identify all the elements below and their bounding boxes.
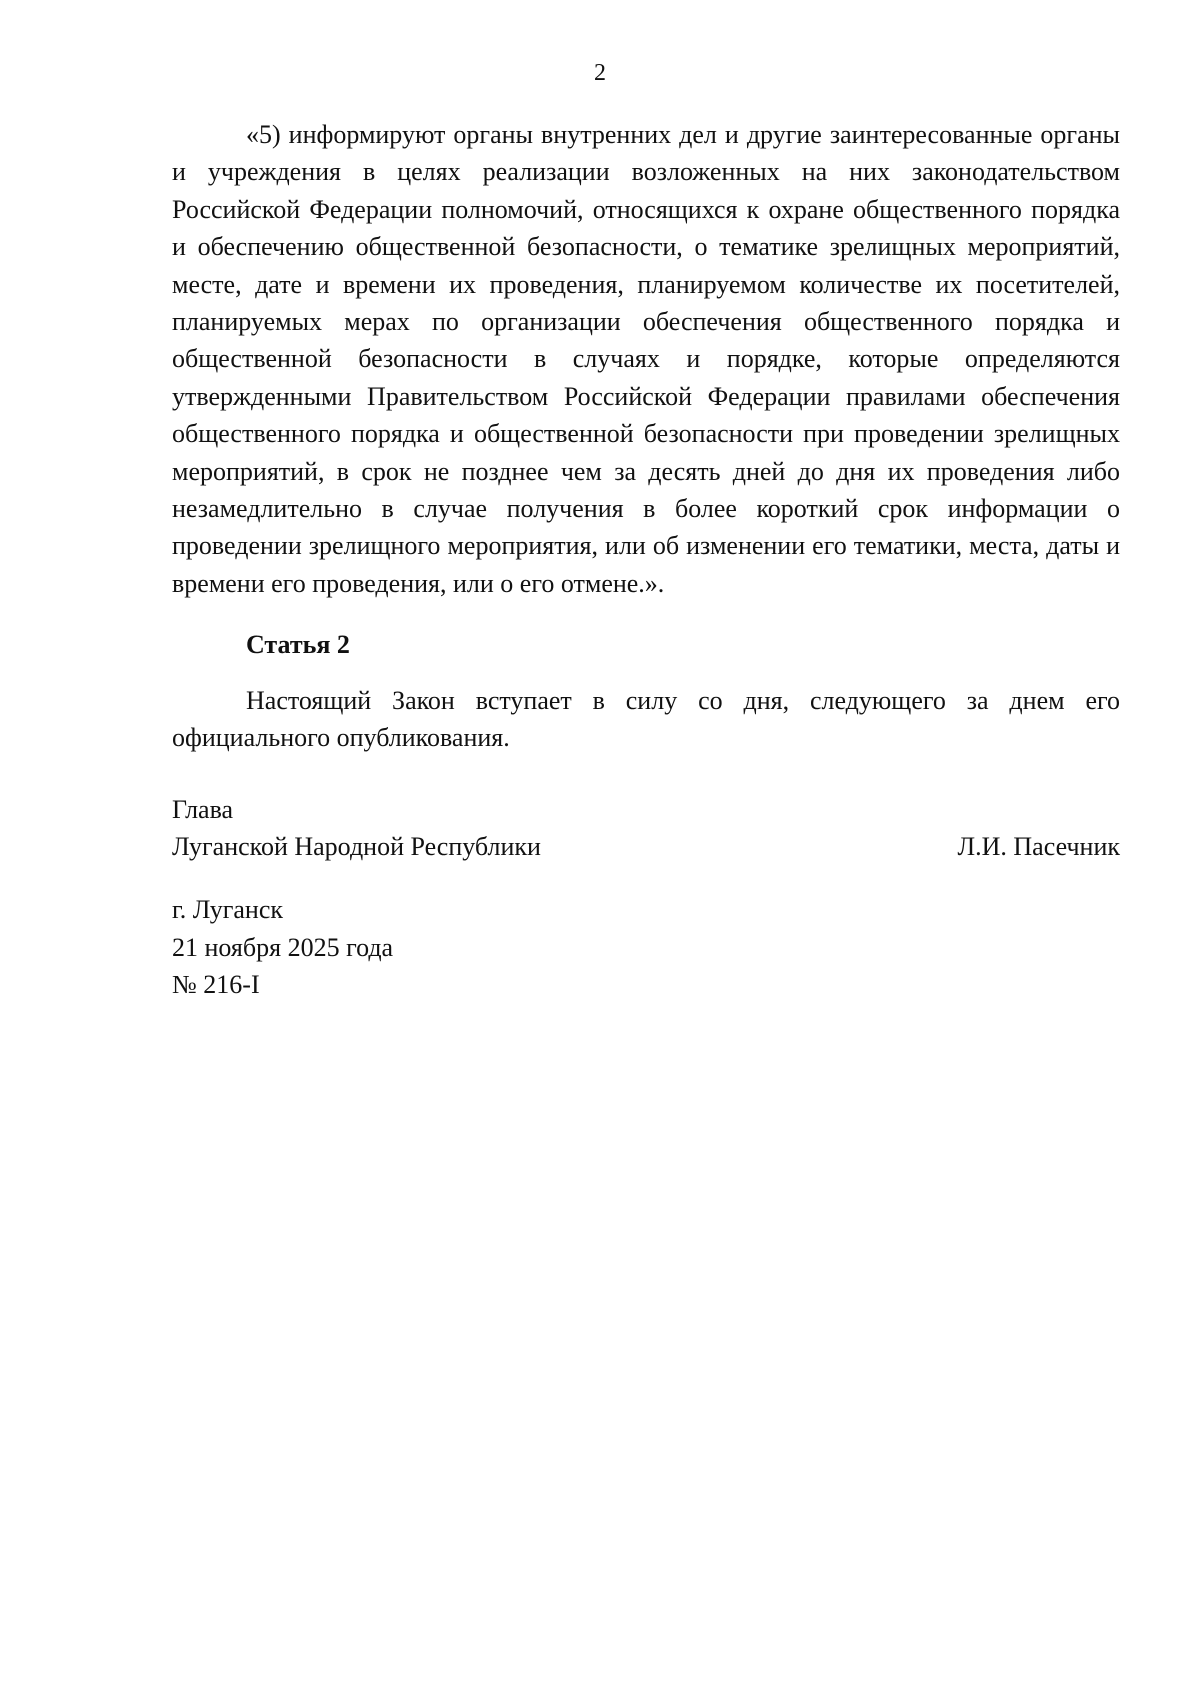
city: г. Луганск bbox=[172, 895, 284, 925]
signature-block bbox=[172, 791, 1120, 866]
page-number: 2 bbox=[594, 60, 606, 86]
signature-row bbox=[172, 828, 1120, 865]
place-date-block bbox=[172, 891, 1120, 1003]
document-body bbox=[172, 116, 1120, 1004]
signature-position-line1: Глава bbox=[172, 794, 234, 824]
signer-name: Л.И. Пасечник bbox=[957, 831, 1120, 861]
article-2-title: Статья 2 bbox=[246, 630, 350, 660]
law-date: 21 ноября 2025 года bbox=[172, 932, 394, 962]
law-number: № 216-I bbox=[172, 970, 260, 1000]
paragraph-5: «5) информируют органы внутренних дел и другие заинтересованные органы и учреждения в целях реализации возложенных на них законодательством Российской Федерации полномочий, относящихся к охране общественного порядка и обеспечению общественной безопасности, о тематике зрелищных мероприятий, месте, дате и времени их проведения, планируемом количестве их посетителей, планируемых мерах по организации обеспечения общественного порядка и общественной безопасности в случаях и порядке, которые определяются утвержденными Правительством Российской Федерации правилами обеспечения общественного порядка и общественной безопасности при проведении зрелищных мероприятий, в срок не позднее чем за десять дней до дня их проведения либо незамедлительно в случае получения в более короткий срок информации о проведении зрелищного мероприятия, или об изменении его тематики, места, даты и времени его проведения, или о его отмене.». bbox=[172, 120, 1120, 598]
article-2-text: Настоящий Закон вступает в силу со дня, следующего за днем его официального опубликования. bbox=[172, 685, 1120, 753]
signature-position-line2: Луганской Народной Республики bbox=[172, 831, 541, 861]
